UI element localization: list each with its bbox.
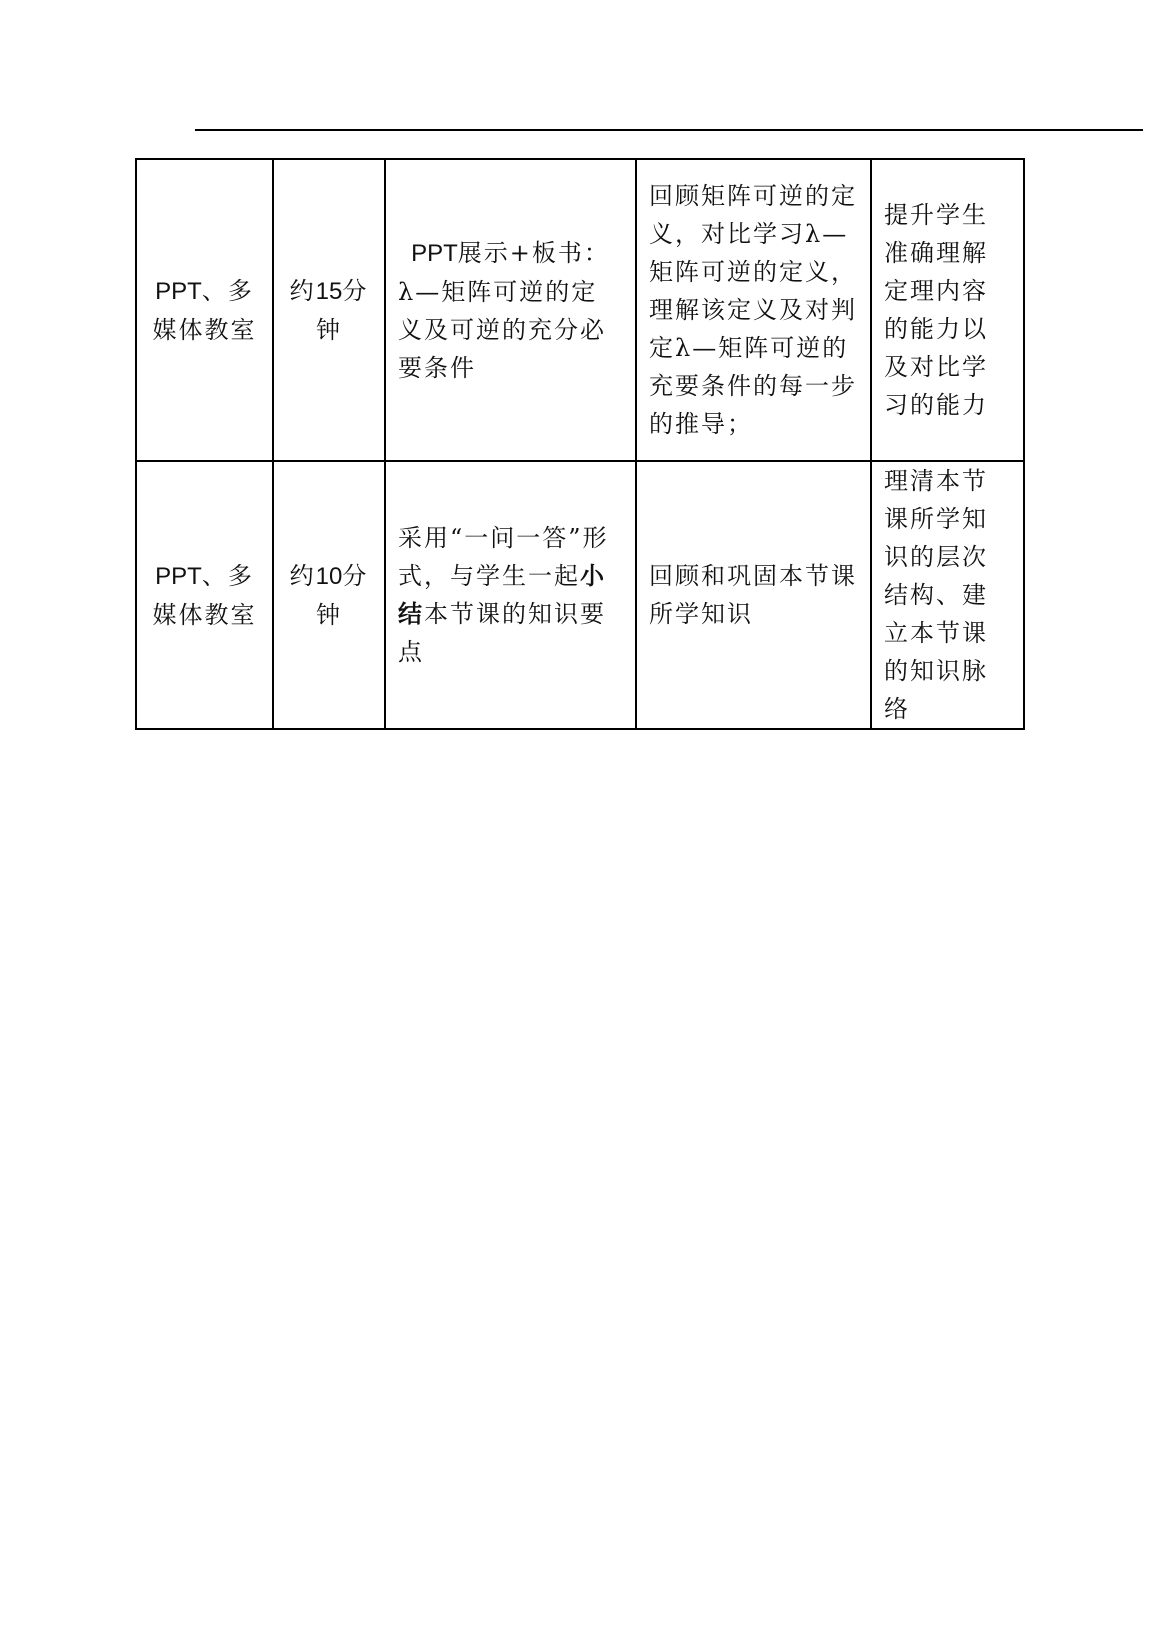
time-unit: 分钟 [316,276,369,344]
table-row [136,461,1024,729]
media-cell [136,159,273,461]
media-en: PPT [155,562,202,590]
time-unit: 分钟 [316,561,369,629]
media-cn-2: 媒体教室 [152,600,257,629]
method-text-b: 本节课的知识要点 [398,600,606,666]
method-cell [385,461,636,729]
purpose-cell: 回顾和巩固本节课所学知识 [636,461,871,729]
media-cn-2: 媒体教室 [152,315,257,344]
time-cell [273,159,385,461]
header-rule [195,129,1143,131]
media-en: PPT [155,277,202,305]
method-intro [398,234,623,273]
method-cell [385,159,636,461]
method-bold: 小结 [398,561,606,628]
method-text-a: 采用“一问一答”形式，与学生一起 [398,524,609,590]
table-row [136,159,1024,461]
method-intro-en: PPT [411,239,458,267]
time-prefix: 约 [289,276,316,305]
time-cell [273,461,385,729]
purpose-cell: 回顾矩阵可逆的定义，对比学习λ—矩阵可逆的定义，理解该定义及对判定λ—矩阵可逆的充要条件的每一步的推导； [636,159,871,461]
ability-cell: 提升学生准确理解定理内容的能力以及对比学习的能力 [871,159,1024,461]
time-num: 15 [315,277,343,305]
media-cn-1: 、多 [201,276,254,305]
method-body: λ—矩阵可逆的定义及可逆的充分必要条件 [398,277,606,382]
teaching-plan-table [135,158,1025,730]
media-cell [136,461,273,729]
method-intro-cn: 展示+板书： [457,238,610,267]
time-num: 10 [315,562,343,590]
ability-cell: 理清本节课所学知识的层次结构、建立本节课的知识脉络 [871,461,1024,729]
media-cn-1: 、多 [201,561,254,590]
time-prefix: 约 [289,561,316,590]
